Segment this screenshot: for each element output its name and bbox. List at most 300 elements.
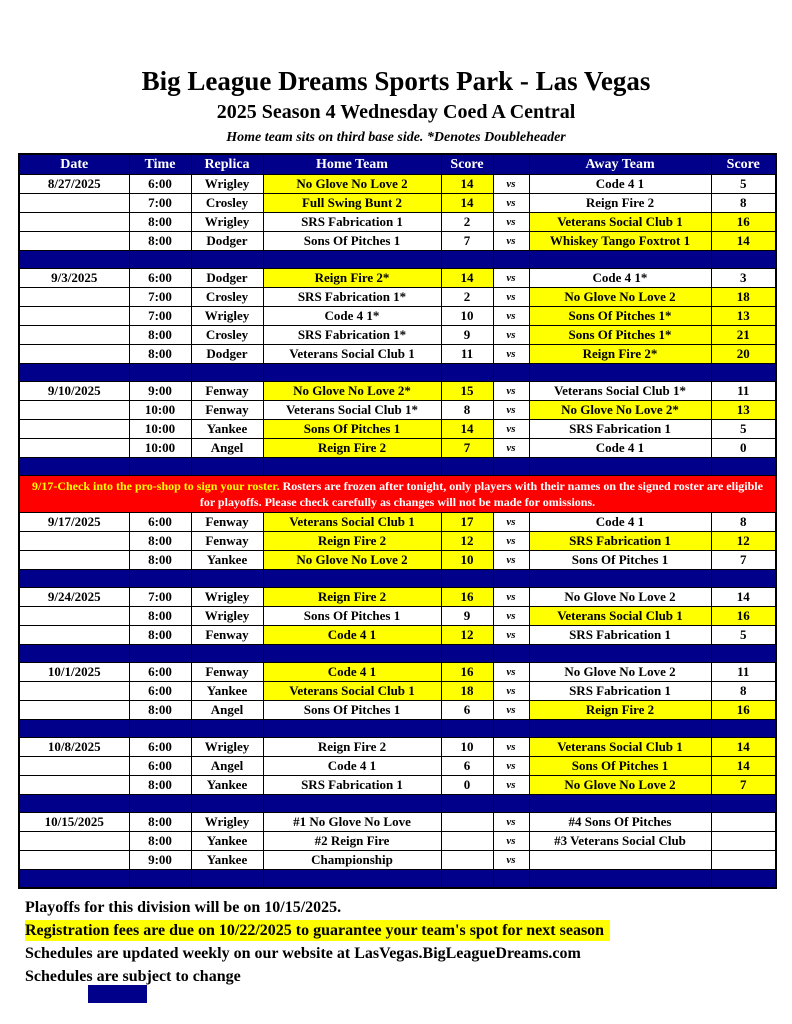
time-cell: 7:00	[129, 307, 191, 326]
separator-cell	[441, 251, 493, 269]
vs-label: vs	[493, 532, 529, 551]
separator-cell	[441, 720, 493, 738]
home-score-cell: 12	[441, 532, 493, 551]
separator-cell	[191, 251, 263, 269]
home-team-cell: Reign Fire 2	[263, 738, 441, 757]
separator-cell	[19, 870, 129, 889]
away-score-cell: 14	[711, 588, 776, 607]
game-row	[19, 326, 776, 345]
home-score-cell	[441, 851, 493, 870]
separator-cell	[441, 458, 493, 476]
game-row	[19, 832, 776, 851]
separator-cell	[19, 720, 129, 738]
footer-registration-text: Registration fees are due on 10/22/2025 to guarantee your team's spot for next season	[25, 920, 610, 941]
date-cell	[19, 326, 129, 345]
separator-cell	[263, 364, 441, 382]
separator-row	[19, 645, 776, 663]
away-team-cell: Reign Fire 2*	[529, 345, 711, 364]
vs-label: vs	[493, 776, 529, 795]
date-cell: 9/10/2025	[19, 382, 129, 401]
away-team-cell: Veterans Social Club 1	[529, 607, 711, 626]
date-cell	[19, 307, 129, 326]
page-subtitle: 2025 Season 4 Wednesday Coed A Central	[216, 101, 576, 123]
replica-cell: Fenway	[191, 513, 263, 532]
time-cell: 9:00	[129, 851, 191, 870]
home-team-cell: Reign Fire 2	[263, 439, 441, 458]
home-score-cell: 10	[441, 551, 493, 570]
separator-cell	[263, 720, 441, 738]
game-row	[19, 738, 776, 757]
separator-cell	[529, 795, 711, 813]
separator-cell	[711, 251, 776, 269]
home-team-cell: SRS Fabrication 1*	[263, 326, 441, 345]
away-team-cell: Code 4 1	[529, 175, 711, 194]
header-date: Date	[19, 154, 129, 175]
time-cell: 9:00	[129, 382, 191, 401]
separator-cell	[263, 458, 441, 476]
separator-row	[19, 458, 776, 476]
separator-cell	[493, 364, 529, 382]
home-team-cell: Code 4 1	[263, 663, 441, 682]
time-cell: 8:00	[129, 551, 191, 570]
away-team-cell: SRS Fabrication 1	[529, 626, 711, 645]
home-score-cell: 16	[441, 588, 493, 607]
home-team-cell: Veterans Social Club 1	[263, 345, 441, 364]
date-cell: 8/27/2025	[19, 175, 129, 194]
notice-rest-text: Rosters are frozen after tonight, only players with their names on the signed roster are eligible for playoffs. Please check carefully as changes will not be made for omissions.	[199, 479, 763, 509]
vs-label: vs	[493, 288, 529, 307]
time-cell: 8:00	[129, 813, 191, 832]
away-team-cell: SRS Fabrication 1	[529, 420, 711, 439]
separator-cell	[529, 720, 711, 738]
time-cell: 8:00	[129, 776, 191, 795]
time-cell: 6:00	[129, 175, 191, 194]
home-score-cell: 9	[441, 326, 493, 345]
replica-cell: Angel	[191, 439, 263, 458]
replica-cell: Wrigley	[191, 175, 263, 194]
home-score-cell	[441, 813, 493, 832]
game-row	[19, 439, 776, 458]
separator-cell	[19, 570, 129, 588]
home-team-cell: Sons Of Pitches 1	[263, 232, 441, 251]
home-team-cell: Sons Of Pitches 1	[263, 420, 441, 439]
home-score-cell: 10	[441, 738, 493, 757]
time-cell: 10:00	[129, 439, 191, 458]
separator-cell	[19, 645, 129, 663]
time-cell: 8:00	[129, 345, 191, 364]
stray-blue-rectangle	[88, 985, 147, 1003]
separator-cell	[529, 251, 711, 269]
notice-cell	[19, 476, 776, 513]
separator-cell	[129, 458, 191, 476]
away-score-cell: 0	[711, 439, 776, 458]
home-score-cell: 18	[441, 682, 493, 701]
vs-label: vs	[493, 607, 529, 626]
away-team-cell: #3 Veterans Social Club	[529, 832, 711, 851]
separator-cell	[129, 645, 191, 663]
vs-label: vs	[493, 326, 529, 345]
separator-cell	[711, 458, 776, 476]
separator-cell	[191, 364, 263, 382]
replica-cell: Fenway	[191, 532, 263, 551]
game-row	[19, 213, 776, 232]
header-time: Time	[129, 154, 191, 175]
replica-cell: Yankee	[191, 832, 263, 851]
replica-cell: Fenway	[191, 382, 263, 401]
replica-cell: Crosley	[191, 194, 263, 213]
vs-label: vs	[493, 851, 529, 870]
replica-cell: Fenway	[191, 401, 263, 420]
home-team-cell: Code 4 1	[263, 757, 441, 776]
away-team-cell: Sons Of Pitches 1*	[529, 307, 711, 326]
page-header	[0, 0, 792, 146]
separator-cell	[263, 870, 441, 889]
game-row	[19, 851, 776, 870]
home-team-cell: #2 Reign Fire	[263, 832, 441, 851]
home-team-cell: No Glove No Love 2	[263, 551, 441, 570]
replica-cell: Wrigley	[191, 738, 263, 757]
home-team-cell: Reign Fire 2	[263, 588, 441, 607]
date-cell	[19, 288, 129, 307]
away-score-cell: 7	[711, 776, 776, 795]
time-cell: 8:00	[129, 607, 191, 626]
separator-cell	[529, 364, 711, 382]
away-score-cell: 5	[711, 626, 776, 645]
replica-cell: Dodger	[191, 269, 263, 288]
away-score-cell: 18	[711, 288, 776, 307]
date-cell	[19, 682, 129, 701]
away-score-cell: 7	[711, 551, 776, 570]
away-score-cell: 12	[711, 532, 776, 551]
separator-cell	[441, 870, 493, 889]
away-team-cell: Veterans Social Club 1	[529, 738, 711, 757]
time-cell: 8:00	[129, 626, 191, 645]
away-score-cell: 16	[711, 213, 776, 232]
separator-cell	[19, 364, 129, 382]
separator-cell	[493, 795, 529, 813]
vs-label: vs	[493, 194, 529, 213]
game-row	[19, 513, 776, 532]
game-row	[19, 551, 776, 570]
home-team-cell: Code 4 1	[263, 626, 441, 645]
separator-cell	[19, 458, 129, 476]
header-home-team: Home Team	[263, 154, 441, 175]
separator-cell	[493, 458, 529, 476]
separator-cell	[191, 870, 263, 889]
separator-cell	[191, 645, 263, 663]
replica-cell: Yankee	[191, 420, 263, 439]
game-row	[19, 269, 776, 288]
game-row	[19, 776, 776, 795]
game-row	[19, 288, 776, 307]
date-cell	[19, 232, 129, 251]
home-score-cell: 17	[441, 513, 493, 532]
separator-cell	[711, 364, 776, 382]
page-footer	[25, 897, 792, 987]
vs-label: vs	[493, 269, 529, 288]
away-score-cell: 16	[711, 607, 776, 626]
separator-cell	[493, 251, 529, 269]
vs-label: vs	[493, 626, 529, 645]
separator-cell	[263, 795, 441, 813]
separator-cell	[129, 570, 191, 588]
replica-cell: Yankee	[191, 551, 263, 570]
date-cell	[19, 626, 129, 645]
vs-label: vs	[493, 738, 529, 757]
date-cell	[19, 194, 129, 213]
away-team-cell: No Glove No Love 2	[529, 588, 711, 607]
separator-cell	[263, 645, 441, 663]
footer-registration-line	[25, 920, 792, 941]
away-team-cell: Veterans Social Club 1	[529, 213, 711, 232]
date-cell	[19, 776, 129, 795]
separator-cell	[129, 364, 191, 382]
game-row	[19, 682, 776, 701]
time-cell: 6:00	[129, 757, 191, 776]
away-score-cell: 14	[711, 757, 776, 776]
away-score-cell: 3	[711, 269, 776, 288]
replica-cell: Angel	[191, 701, 263, 720]
date-cell	[19, 551, 129, 570]
home-score-cell: 7	[441, 232, 493, 251]
replica-cell: Wrigley	[191, 607, 263, 626]
separator-cell	[191, 795, 263, 813]
replica-cell: Yankee	[191, 682, 263, 701]
time-cell: 10:00	[129, 420, 191, 439]
home-score-cell: 14	[441, 175, 493, 194]
header-vs	[493, 154, 529, 175]
replica-cell: Yankee	[191, 776, 263, 795]
away-team-cell: #4 Sons Of Pitches	[529, 813, 711, 832]
separator-cell	[441, 364, 493, 382]
time-cell: 8:00	[129, 532, 191, 551]
away-team-cell: Sons Of Pitches 1	[529, 551, 711, 570]
game-row	[19, 401, 776, 420]
home-team-cell: Reign Fire 2	[263, 532, 441, 551]
footer-website-line: Schedules are updated weekly on our website at LasVegas.BigLeagueDreams.com	[25, 945, 581, 962]
away-team-cell: Code 4 1	[529, 439, 711, 458]
away-team-cell	[529, 851, 711, 870]
away-team-cell: SRS Fabrication 1	[529, 682, 711, 701]
footer-subject-to-change-line: Schedules are subject to change	[25, 968, 241, 985]
home-score-cell: 10	[441, 307, 493, 326]
time-cell: 6:00	[129, 663, 191, 682]
replica-cell: Crosley	[191, 326, 263, 345]
header-home-score: Score	[441, 154, 493, 175]
game-row	[19, 813, 776, 832]
game-row	[19, 701, 776, 720]
game-row	[19, 757, 776, 776]
game-row	[19, 382, 776, 401]
away-score-cell: 14	[711, 738, 776, 757]
separator-cell	[529, 645, 711, 663]
time-cell: 7:00	[129, 194, 191, 213]
home-score-cell: 8	[441, 401, 493, 420]
vs-label: vs	[493, 682, 529, 701]
vs-label: vs	[493, 757, 529, 776]
vs-label: vs	[493, 832, 529, 851]
away-score-cell: 13	[711, 307, 776, 326]
replica-cell: Dodger	[191, 345, 263, 364]
home-score-cell: 16	[441, 663, 493, 682]
home-score-cell: 11	[441, 345, 493, 364]
away-team-cell: Reign Fire 2	[529, 701, 711, 720]
date-cell: 9/3/2025	[19, 269, 129, 288]
game-row	[19, 194, 776, 213]
time-cell: 7:00	[129, 288, 191, 307]
separator-cell	[129, 720, 191, 738]
separator-cell	[263, 570, 441, 588]
replica-cell: Crosley	[191, 288, 263, 307]
away-team-cell: No Glove No Love 2	[529, 663, 711, 682]
separator-cell	[191, 570, 263, 588]
date-cell	[19, 439, 129, 458]
separator-cell	[711, 645, 776, 663]
notice-highlight-text: 9/17-Check into the pro-shop to sign your roster.	[32, 479, 280, 493]
header-away-team: Away Team	[529, 154, 711, 175]
time-cell: 8:00	[129, 232, 191, 251]
home-team-cell: Veterans Social Club 1*	[263, 401, 441, 420]
separator-row	[19, 795, 776, 813]
separator-cell	[441, 795, 493, 813]
away-team-cell: Code 4 1	[529, 513, 711, 532]
home-score-cell: 14	[441, 269, 493, 288]
game-row	[19, 663, 776, 682]
time-cell: 7:00	[129, 588, 191, 607]
time-cell: 8:00	[129, 213, 191, 232]
page-title: Big League Dreams Sports Park - Las Vegas	[141, 66, 651, 96]
replica-cell: Dodger	[191, 232, 263, 251]
separator-cell	[493, 720, 529, 738]
home-score-cell: 2	[441, 213, 493, 232]
home-team-cell: SRS Fabrication 1	[263, 776, 441, 795]
game-row	[19, 626, 776, 645]
vs-label: vs	[493, 401, 529, 420]
game-row	[19, 607, 776, 626]
vs-label: vs	[493, 701, 529, 720]
header-replica: Replica	[191, 154, 263, 175]
date-cell	[19, 532, 129, 551]
schedule-table	[18, 153, 777, 889]
game-row	[19, 532, 776, 551]
separator-cell	[441, 645, 493, 663]
home-team-cell: Reign Fire 2*	[263, 269, 441, 288]
date-cell: 9/17/2025	[19, 513, 129, 532]
date-cell	[19, 832, 129, 851]
home-team-cell: Sons Of Pitches 1	[263, 607, 441, 626]
away-team-cell: Reign Fire 2	[529, 194, 711, 213]
game-row	[19, 307, 776, 326]
vs-label: vs	[493, 213, 529, 232]
date-cell	[19, 213, 129, 232]
separator-row	[19, 364, 776, 382]
home-team-cell: Full Swing Bunt 2	[263, 194, 441, 213]
separator-cell	[529, 570, 711, 588]
vs-label: vs	[493, 813, 529, 832]
away-team-cell: Whiskey Tango Foxtrot 1	[529, 232, 711, 251]
away-score-cell	[711, 832, 776, 851]
separator-cell	[529, 458, 711, 476]
home-score-cell: 7	[441, 439, 493, 458]
home-team-cell: Championship	[263, 851, 441, 870]
date-cell: 10/8/2025	[19, 738, 129, 757]
game-row	[19, 232, 776, 251]
home-team-cell: No Glove No Love 2	[263, 175, 441, 194]
separator-cell	[711, 870, 776, 889]
date-cell	[19, 851, 129, 870]
away-score-cell: 21	[711, 326, 776, 345]
vs-label: vs	[493, 382, 529, 401]
separator-row	[19, 870, 776, 889]
time-cell: 8:00	[129, 701, 191, 720]
home-team-cell: Veterans Social Club 1	[263, 682, 441, 701]
vs-label: vs	[493, 551, 529, 570]
home-score-cell: 2	[441, 288, 493, 307]
away-score-cell: 11	[711, 663, 776, 682]
away-score-cell	[711, 851, 776, 870]
replica-cell: Yankee	[191, 851, 263, 870]
replica-cell: Wrigley	[191, 307, 263, 326]
date-cell: 9/24/2025	[19, 588, 129, 607]
home-score-cell	[441, 832, 493, 851]
game-row	[19, 420, 776, 439]
home-team-cell: SRS Fabrication 1	[263, 213, 441, 232]
away-score-cell: 13	[711, 401, 776, 420]
separator-cell	[493, 645, 529, 663]
home-score-cell: 14	[441, 194, 493, 213]
date-cell	[19, 701, 129, 720]
time-cell: 6:00	[129, 513, 191, 532]
home-score-cell: 0	[441, 776, 493, 795]
date-cell: 10/1/2025	[19, 663, 129, 682]
away-score-cell: 20	[711, 345, 776, 364]
away-score-cell: 8	[711, 682, 776, 701]
separator-cell	[129, 251, 191, 269]
separator-cell	[711, 720, 776, 738]
home-team-cell: No Glove No Love 2*	[263, 382, 441, 401]
separator-cell	[711, 795, 776, 813]
away-score-cell: 8	[711, 194, 776, 213]
home-score-cell: 15	[441, 382, 493, 401]
away-team-cell: Sons Of Pitches 1	[529, 757, 711, 776]
away-score-cell: 11	[711, 382, 776, 401]
game-row	[19, 345, 776, 364]
home-team-cell: SRS Fabrication 1*	[263, 288, 441, 307]
vs-label: vs	[493, 307, 529, 326]
away-score-cell: 16	[711, 701, 776, 720]
separator-cell	[191, 720, 263, 738]
date-cell	[19, 401, 129, 420]
replica-cell: Fenway	[191, 663, 263, 682]
separator-cell	[129, 795, 191, 813]
vs-label: vs	[493, 663, 529, 682]
vs-label: vs	[493, 420, 529, 439]
home-score-cell: 6	[441, 757, 493, 776]
footer-playoffs-line: Playoffs for this division will be on 10/15/2025.	[25, 899, 342, 916]
away-score-cell: 5	[711, 420, 776, 439]
separator-cell	[493, 870, 529, 889]
home-team-cell: Sons Of Pitches 1	[263, 701, 441, 720]
replica-cell: Wrigley	[191, 213, 263, 232]
separator-cell	[711, 570, 776, 588]
away-team-cell: No Glove No Love 2*	[529, 401, 711, 420]
notice-row	[19, 476, 776, 513]
away-score-cell: 8	[711, 513, 776, 532]
separator-row	[19, 251, 776, 269]
away-team-cell: Sons Of Pitches 1*	[529, 326, 711, 345]
game-row	[19, 175, 776, 194]
game-row	[19, 588, 776, 607]
